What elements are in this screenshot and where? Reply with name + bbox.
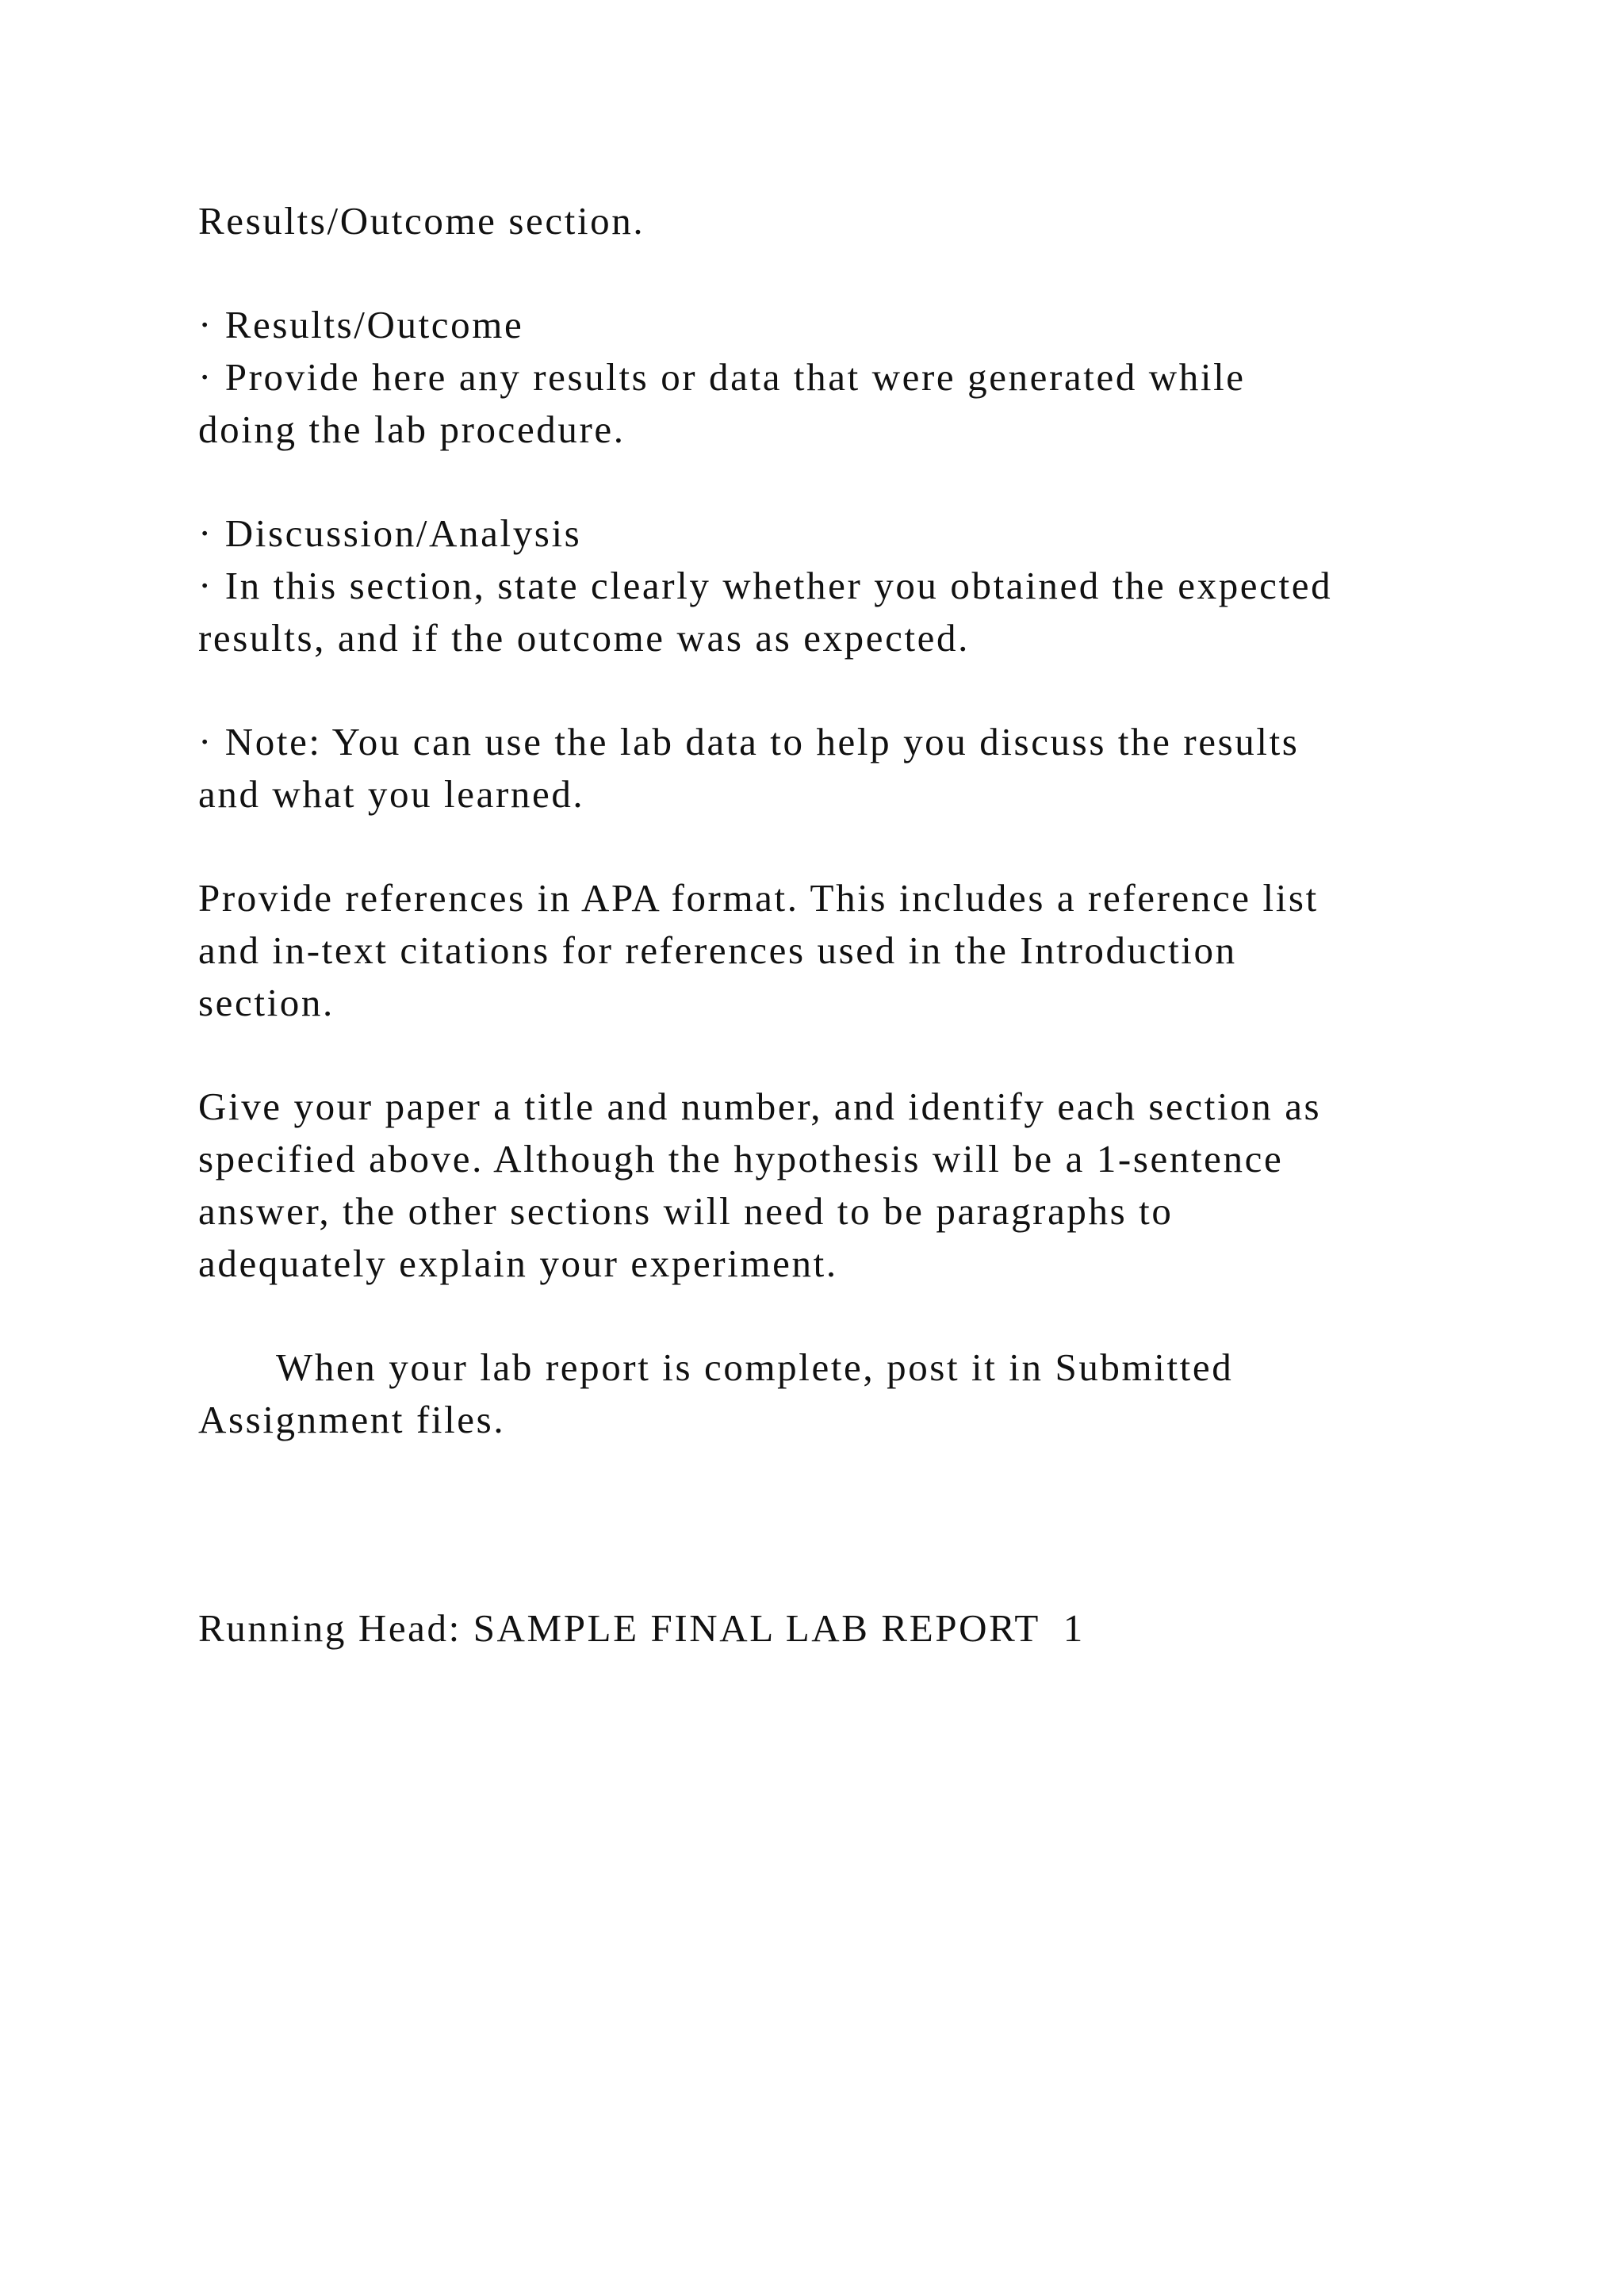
references-paragraph-line-3: section.: [198, 981, 335, 1024]
bullet-discussion-analysis: · Discussion/Analysis: [198, 511, 582, 555]
bullet-results-text-line-2: doing the lab procedure.: [198, 408, 626, 451]
section-intro-line: Results/Outcome section.: [198, 199, 645, 243]
bullet-note-line-2: and what you learned.: [198, 772, 585, 816]
title-paragraph-line-3: answer, the other sections will need to be paragraphs to: [198, 1189, 1174, 1233]
title-paragraph-line-1: Give your paper a title and number, and identify each section as: [198, 1085, 1322, 1128]
running-head: Running Head: SAMPLE FINAL LAB REPORT 1: [198, 1606, 1085, 1650]
title-paragraph-line-4: adequately explain your experiment.: [198, 1242, 838, 1285]
submission-paragraph-line-1: When your lab report is complete, post it in Submitted: [276, 1345, 1234, 1389]
bullet-discussion-text-line-2: results, and if the outcome was as expected.: [198, 616, 970, 660]
references-paragraph-line-1: Provide references in APA format. This includes a reference list: [198, 876, 1319, 920]
submission-paragraph-line-2: Assignment files.: [198, 1398, 506, 1441]
bullet-discussion-text-line-1: · In this section, state clearly whether you obtained the expected: [198, 564, 1333, 607]
title-paragraph-line-2: specified above. Although the hypothesis will be a 1-sentence: [198, 1137, 1284, 1181]
references-paragraph-line-2: and in-text citations for references used in the Introduction: [198, 928, 1237, 972]
bullet-results-outcome: · Results/Outcome: [198, 303, 524, 346]
bullet-note-line-1: · Note: You can use the lab data to help you discuss the results: [198, 720, 1300, 763]
bullet-results-text-line-1: · Provide here any results or data that were generated while: [198, 355, 1246, 399]
